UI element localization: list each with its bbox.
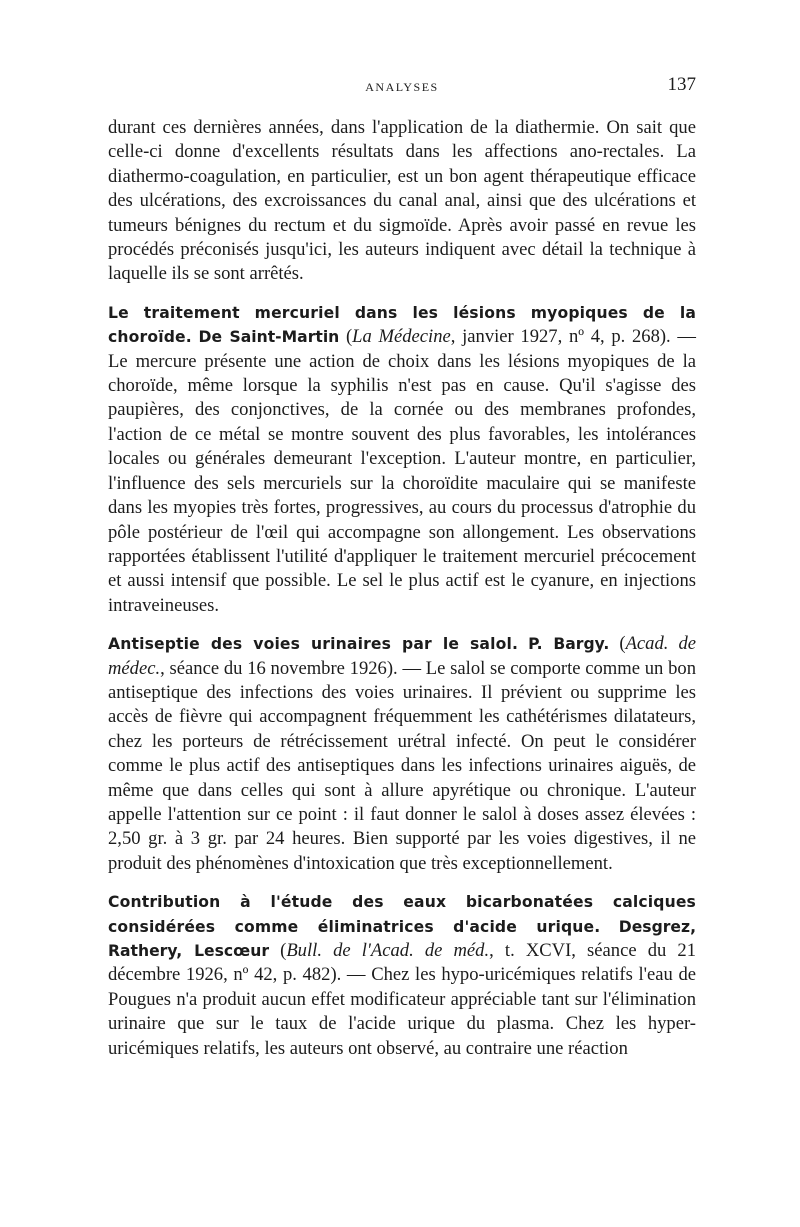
paragraph-text: durant ces dernières années, dans l'application de la diathermie. On sait que celle-ci donne d'excellents résultats dans les affections ano-rectales. La diathermo-coagulation, en particulier, est un bon agent thérapeutique efficace des ulcérations, des excroissances du canal anal, ainsi que des ulcérations et tumeurs bénignes du rectum et du sigmoïde. Après avoir passé en revue les procédés préconisés jusqu'ici, les auteurs indiquent avec détail la technique à laquelle ils se sont arrêtés. xyxy=(108,117,696,285)
page-number: 137 xyxy=(667,74,696,95)
paragraph-diathermie xyxy=(108,116,696,287)
source-details: , janvier 1927, nº 4, p. 268). — xyxy=(450,326,696,348)
running-title: ANALYSES xyxy=(365,80,439,94)
journal-name: La Médecine xyxy=(352,326,451,348)
article-salol xyxy=(108,632,696,876)
journal-name: Bull. de l'Acad. de méd. xyxy=(286,940,490,961)
article-text: Le mercure présente une action de choix dans les lésions myopiques de la choroïde, même lorsque la syphilis n'est pas en cause. Qu'il s'agisse des paupières, des conjonctives, de la cornée ou des membranes profondes, l'action de ce métal se montre souvent des plus favorables, les intolérances locales ou générales demeurant l'exception. L'auteur montre, en particulier, l'influence des sels mercuriels sur la choroïdite maculaire qui se manifeste dans les myopies très fortes, progressives, au cours du processus d'atrophie du pôle postérieur de l'œil qui accompagne son allongement. Les observations rapportées établissent l'utilité d'appliquer le traitement mercuriel précocement et aussi intensif que possible. Le sel le plus actif est le cyanure, en injections intraveineuses. xyxy=(108,350,696,616)
journal-name: Acad. de médec. xyxy=(108,633,696,679)
source-open: ( xyxy=(609,633,626,655)
article-mercure-choroide xyxy=(108,301,696,618)
article-eaux-bicarbonatees xyxy=(108,890,696,1061)
running-header xyxy=(108,72,696,100)
article-author: De Saint-Martin xyxy=(198,328,340,347)
article-title: Antiseptie des voies urinaires par le salol. xyxy=(108,635,519,654)
source-open: ( xyxy=(339,326,353,348)
article-title: Le traitement mercuriel dans les lésions myopiques de la choroïde. xyxy=(108,303,696,347)
article-text: Chez les hypo-uricémiques relatifs l'eau de Pougues n'a produit aucun effet modificateur appréciable tant sur l'élimination urinaire que sur le taux de l'acide urique du plasma. Chez les hyper-uricémiques relatifs, les auteurs ont observé, au contraire une réaction xyxy=(108,964,697,1059)
article-text: Le salol se comporte comme un bon antiseptique des infections des voies urinaires. Il prévient ou supprime les accès de fièvre qui accompagnent fréquemment les cathétérismes dilatateurs, chez les porteurs de rétrécissement urétral infecté. On peut le considérer comme le plus actif des antiseptiques dans les infections urinaires aiguës, de même que dans celles qui sont à allure apyrétique ou chronique. L'auteur appelle l'attention sur ce point : il faut donner le salol à doses assez élevées : 2,50 gr. à 3 gr. par 24 heures. Bien supporté par les voies digestives, il ne produit des phénomènes d'intoxication que très exceptionnellement. xyxy=(108,657,696,874)
article-author: Desgrez, Rathery, Lescœur xyxy=(108,917,696,960)
source-details: , séance du 16 novembre 1926). — xyxy=(160,657,426,679)
article-title: Contribution à l'étude des eaux bicarbonatées calciques considérées comme éliminatrices d'acide urique. xyxy=(108,893,696,936)
body-text xyxy=(108,116,696,1061)
article-author: P. Bargy. xyxy=(528,635,610,654)
source-details: , t. XCVI, séance du 21 décembre 1926, nº 42, p. 482). — xyxy=(108,940,696,986)
document-page xyxy=(108,72,696,1061)
source-open: ( xyxy=(269,940,287,961)
